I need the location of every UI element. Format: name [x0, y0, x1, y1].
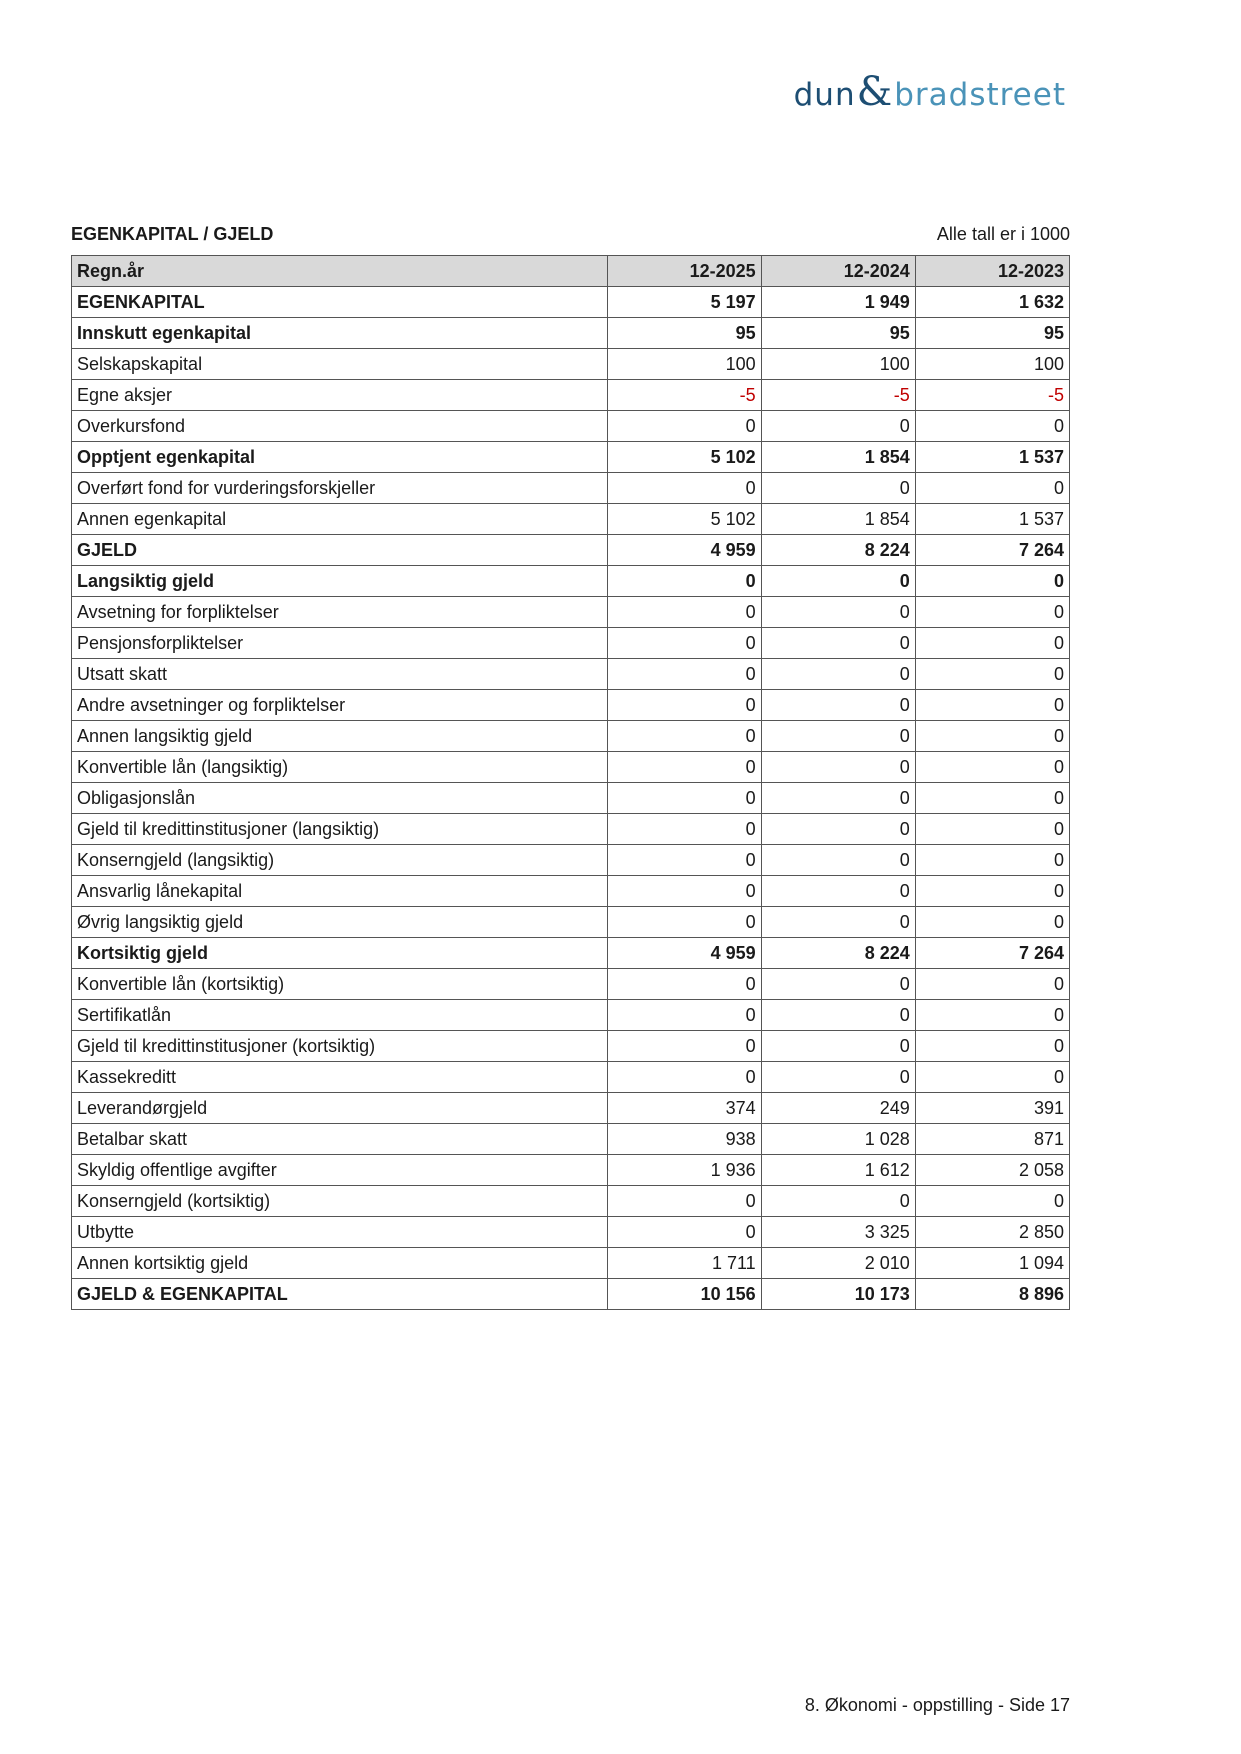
- balance-sheet-table: [71, 255, 1070, 1310]
- row-value: 0: [607, 1031, 761, 1062]
- row-value: 0: [607, 814, 761, 845]
- row-value: 0: [915, 597, 1069, 628]
- row-value: 4 959: [607, 535, 761, 566]
- row-label: Utsatt skatt: [72, 659, 608, 690]
- row-value: 0: [607, 1000, 761, 1031]
- row-value: 0: [607, 907, 761, 938]
- column-header-year: 12-2023: [915, 256, 1069, 287]
- row-value: 0: [915, 814, 1069, 845]
- row-value: 249: [761, 1093, 915, 1124]
- table-row: [72, 1124, 1070, 1155]
- section-header: [71, 224, 1070, 245]
- row-value: -5: [761, 380, 915, 411]
- row-value: 0: [607, 783, 761, 814]
- page-footer: 8. Økonomi - oppstilling - Side 17: [804, 1695, 1070, 1715]
- row-label: Skyldig offentlige avgifter: [72, 1155, 608, 1186]
- row-value: 0: [607, 659, 761, 690]
- table-row: [72, 349, 1070, 380]
- table-row: [72, 907, 1070, 938]
- row-value: 1 854: [761, 504, 915, 535]
- row-label: Andre avsetninger og forpliktelser: [72, 690, 608, 721]
- row-value: 8 896: [915, 1279, 1069, 1310]
- row-label: Kassekreditt: [72, 1062, 608, 1093]
- row-label: Gjeld til kredittinstitusjoner (langsiktig): [72, 814, 608, 845]
- row-value: 0: [761, 783, 915, 814]
- row-value: 0: [915, 1062, 1069, 1093]
- table-row: [72, 876, 1070, 907]
- table-row: [72, 1217, 1070, 1248]
- row-value: 0: [915, 1000, 1069, 1031]
- row-value: 0: [761, 969, 915, 1000]
- row-label: EGENKAPITAL: [72, 287, 608, 318]
- row-value: 0: [915, 969, 1069, 1000]
- row-label: Langsiktig gjeld: [72, 566, 608, 597]
- row-value: 100: [761, 349, 915, 380]
- table-row: [72, 380, 1070, 411]
- row-value: 1 537: [915, 504, 1069, 535]
- row-label: Betalbar skatt: [72, 1124, 608, 1155]
- row-value: 5 102: [607, 504, 761, 535]
- row-value: 0: [607, 721, 761, 752]
- table-row: [72, 659, 1070, 690]
- row-label: Kortsiktig gjeld: [72, 938, 608, 969]
- row-value: 1 094: [915, 1248, 1069, 1279]
- row-value: 0: [761, 659, 915, 690]
- table-row: [72, 783, 1070, 814]
- table-row: [72, 566, 1070, 597]
- row-value: 0: [761, 628, 915, 659]
- row-label: Gjeld til kredittinstitusjoner (kortsiktig): [72, 1031, 608, 1062]
- row-value: 10 156: [607, 1279, 761, 1310]
- table-row: [72, 1279, 1070, 1310]
- row-value: 1 711: [607, 1248, 761, 1279]
- row-value: 0: [761, 597, 915, 628]
- row-value: 1 949: [761, 287, 915, 318]
- row-value: 938: [607, 1124, 761, 1155]
- row-value: 391: [915, 1093, 1069, 1124]
- row-value: 0: [607, 690, 761, 721]
- table-row: [72, 442, 1070, 473]
- column-header-year: 12-2024: [761, 256, 915, 287]
- row-value: 0: [761, 814, 915, 845]
- row-value: 0: [915, 473, 1069, 504]
- table-row: [72, 1093, 1070, 1124]
- row-value: 95: [761, 318, 915, 349]
- row-label: GJELD & EGENKAPITAL: [72, 1279, 608, 1310]
- row-label: Overført fond for vurderingsforskjeller: [72, 473, 608, 504]
- row-value: 0: [915, 1031, 1069, 1062]
- row-label: Selskapskapital: [72, 349, 608, 380]
- row-value: 0: [915, 690, 1069, 721]
- row-value: 5 197: [607, 287, 761, 318]
- unit-note: Alle tall er i 1000: [936, 224, 1070, 244]
- table-row: [72, 938, 1070, 969]
- row-value: 0: [761, 876, 915, 907]
- row-value: 0: [915, 721, 1069, 752]
- row-label: Utbytte: [72, 1217, 608, 1248]
- row-label: Sertifikatlån: [72, 1000, 608, 1031]
- row-value: 1 537: [915, 442, 1069, 473]
- table-row: [72, 411, 1070, 442]
- row-label: Pensjonsforpliktelser: [72, 628, 608, 659]
- table-header: [72, 256, 1070, 287]
- row-value: 0: [915, 783, 1069, 814]
- row-value: 0: [915, 411, 1069, 442]
- row-value: 1 936: [607, 1155, 761, 1186]
- row-value: 0: [915, 752, 1069, 783]
- row-value: 0: [607, 752, 761, 783]
- row-value: 1 028: [761, 1124, 915, 1155]
- row-value: 0: [915, 907, 1069, 938]
- row-label: Konserngjeld (langsiktig): [72, 845, 608, 876]
- row-value: 0: [761, 721, 915, 752]
- table-row: [72, 628, 1070, 659]
- dun-bradstreet-logo: [793, 69, 1066, 115]
- table-row: [72, 1186, 1070, 1217]
- table-row: [72, 318, 1070, 349]
- row-value: 0: [761, 907, 915, 938]
- row-value: 0: [915, 628, 1069, 659]
- section-title: EGENKAPITAL / GJELD: [71, 224, 274, 244]
- row-value: 2 850: [915, 1217, 1069, 1248]
- row-value: 0: [607, 1062, 761, 1093]
- table-row: [72, 969, 1070, 1000]
- row-value: 0: [607, 566, 761, 597]
- row-value: 0: [761, 1031, 915, 1062]
- row-value: 0: [761, 1186, 915, 1217]
- row-value: 0: [607, 411, 761, 442]
- row-label: Konvertible lån (langsiktig): [72, 752, 608, 783]
- row-value: 2 010: [761, 1248, 915, 1279]
- row-value: 1 632: [915, 287, 1069, 318]
- row-value: 0: [607, 628, 761, 659]
- row-value: 7 264: [915, 938, 1069, 969]
- row-label: Obligasjonslån: [72, 783, 608, 814]
- row-value: 0: [607, 1217, 761, 1248]
- table-row: [72, 1031, 1070, 1062]
- row-value: 2 058: [915, 1155, 1069, 1186]
- row-label: Ansvarlig lånekapital: [72, 876, 608, 907]
- row-value: 0: [761, 473, 915, 504]
- table-row: [72, 1000, 1070, 1031]
- row-value: 0: [915, 1186, 1069, 1217]
- row-value: 95: [607, 318, 761, 349]
- row-value: 0: [761, 752, 915, 783]
- table-row: [72, 535, 1070, 566]
- row-label: Annen kortsiktig gjeld: [72, 1248, 608, 1279]
- row-value: 5 102: [607, 442, 761, 473]
- table-row: [72, 1248, 1070, 1279]
- row-value: 1 854: [761, 442, 915, 473]
- row-label: Avsetning for forpliktelser: [72, 597, 608, 628]
- row-label: Opptjent egenkapital: [72, 442, 608, 473]
- row-value: 10 173: [761, 1279, 915, 1310]
- table-row: [72, 1155, 1070, 1186]
- row-value: 374: [607, 1093, 761, 1124]
- column-header-year: 12-2025: [607, 256, 761, 287]
- row-value: -5: [607, 380, 761, 411]
- row-value: 0: [915, 876, 1069, 907]
- row-label: Konserngjeld (kortsiktig): [72, 1186, 608, 1217]
- row-value: 0: [915, 566, 1069, 597]
- table-row: [72, 721, 1070, 752]
- header-row: [72, 256, 1070, 287]
- row-value: 0: [761, 845, 915, 876]
- table-row: [72, 287, 1070, 318]
- row-value: 4 959: [607, 938, 761, 969]
- row-value: 1 612: [761, 1155, 915, 1186]
- row-value: 0: [607, 597, 761, 628]
- table-row: [72, 1062, 1070, 1093]
- row-value: 0: [607, 969, 761, 1000]
- row-value: 8 224: [761, 938, 915, 969]
- row-label: Leverandørgjeld: [72, 1093, 608, 1124]
- logo-text-bradstreet: bradstreet: [894, 77, 1066, 113]
- row-value: 0: [761, 690, 915, 721]
- row-label: Innskutt egenkapital: [72, 318, 608, 349]
- row-value: 871: [915, 1124, 1069, 1155]
- row-value: 0: [915, 845, 1069, 876]
- table-body: [72, 287, 1070, 1310]
- row-value: 0: [761, 1000, 915, 1031]
- table-row: [72, 504, 1070, 535]
- row-label: Egne aksjer: [72, 380, 608, 411]
- column-header-label: Regn.år: [72, 256, 608, 287]
- table-row: [72, 845, 1070, 876]
- table-row: [72, 814, 1070, 845]
- row-value: 0: [915, 659, 1069, 690]
- row-value: 8 224: [761, 535, 915, 566]
- row-value: 0: [761, 1062, 915, 1093]
- logo-text-dun: dun: [793, 77, 856, 113]
- row-value: 3 325: [761, 1217, 915, 1248]
- row-value: 0: [761, 566, 915, 597]
- row-label: Øvrig langsiktig gjeld: [72, 907, 608, 938]
- row-value: 95: [915, 318, 1069, 349]
- row-value: 0: [761, 411, 915, 442]
- row-label: Overkursfond: [72, 411, 608, 442]
- row-label: Annen langsiktig gjeld: [72, 721, 608, 752]
- row-value: -5: [915, 380, 1069, 411]
- row-value: 0: [607, 876, 761, 907]
- row-value: 0: [607, 1186, 761, 1217]
- row-label: Annen egenkapital: [72, 504, 608, 535]
- table-row: [72, 597, 1070, 628]
- row-label: Konvertible lån (kortsiktig): [72, 969, 608, 1000]
- table-row: [72, 752, 1070, 783]
- row-label: GJELD: [72, 535, 608, 566]
- row-value: 100: [915, 349, 1069, 380]
- table-row: [72, 690, 1070, 721]
- row-value: 7 264: [915, 535, 1069, 566]
- logo-ampersand: &: [856, 69, 894, 115]
- row-value: 100: [607, 349, 761, 380]
- table-row: [72, 473, 1070, 504]
- row-value: 0: [607, 845, 761, 876]
- row-value: 0: [607, 473, 761, 504]
